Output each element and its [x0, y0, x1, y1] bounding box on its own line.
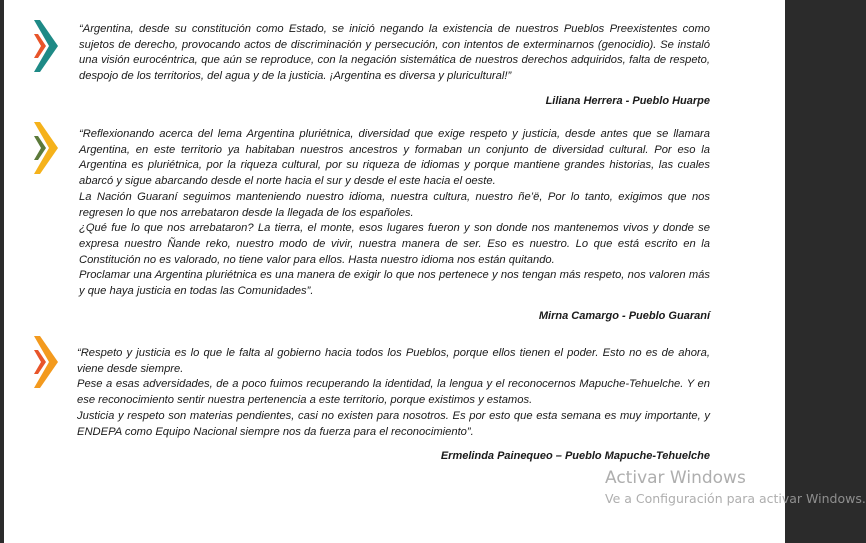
chevron-arrow-icon — [34, 122, 58, 174]
activation-watermark — [605, 468, 866, 506]
quote-author: Ermelinda Painequeo – Pueblo Mapuche-Tehuelche — [440, 450, 710, 462]
quote-paragraph: Justicia y respeto son materias pendientes, casi no existen para nosotros. Es por esto que esta semana es muy importante, y ENDEPA como Equipo Nacional siempre nos da fuerza para el reconocimiento”. — [77, 409, 710, 438]
chevron-arrow-icon — [34, 20, 58, 72]
quote-text — [79, 22, 710, 85]
watermark-title: Activar Windows — [605, 468, 746, 488]
watermark-subtitle: Ve a Configuración para activar Windows. — [605, 491, 866, 506]
quote-author: Liliana Herrera - Pueblo Huarpe — [545, 95, 710, 107]
quote-paragraph: Proclamar una Argentina pluriétnica es una manera de exigir lo que nos pertenece y nos tengan más respeto, nos valoren más y que haya justicia en todas las Comunidades”. — [79, 269, 710, 298]
quote-paragraph: “Respeto y justicia es lo que le falta al gobierno hacia todos los Pueblos, porque ellos tienen el poder. Esto no es de ahora, viene desde siempre. — [77, 347, 710, 375]
quote-paragraph: ¿Qué fue lo que nos arrebataron? La tierra, el monte, esos lugares fueron y son donde nos mantenemos vivos y donde se expresa nuestro Ñande reko, nuestro modo de vivir, nuestra manera de ser. Eso es nuestro. Lo que está escrito en la Constitución no es valorado, no tiene valor para ellos. Hasta nuestro idioma nos están quitando. — [79, 222, 710, 266]
document-page — [4, 0, 785, 543]
chevron-arrow-icon — [34, 336, 58, 388]
quote-text — [77, 346, 710, 440]
quote-paragraph: “Reflexionando acerca del lema Argentina pluriétnica, diversidad que exige respeto y justicia, desde antes que se llamara Argentina, en este territorio ya habitaban nuestros ancestros y formaban un conjunto de diversidad cultural. Por eso la Argentina es pluriétnica, por la riqueza cultural, por su riqueza de idiomas y porque mantiene grandes historias, las cuales abarcó y sigue abarcando desde el norte hacia el sur y desde el este hacia el oeste. — [79, 128, 710, 188]
quote-paragraph: “Argentina, desde su constitución como Estado, se inició negando la existencia de nuestros Pueblos Preexistentes como sujetos de derecho, provocando actos de discriminación y persecución, con intentos de exterminarnos (genocidio). Se instaló una visión eurocéntrica, que aún se reproduce, con la negación sistemática de nuestros derechos adquiridos, falta de respeto, despojo de los territorios, del agua y de la justicia. ¡Argentina es diversa y pluricultural!” — [79, 23, 710, 83]
quote-text — [79, 127, 710, 300]
quote-paragraph: La Nación Guaraní seguimos manteniendo nuestro idioma, nuestra cultura, nuestro ñe’ë, Por lo tanto, exigimos que nos regresen lo que nos arrebataron desde la llegada de los españoles. — [79, 190, 710, 219]
quote-author: Mirna Camargo - Pueblo Guaraní — [538, 310, 710, 322]
quote-paragraph: Pese a esas adversidades, de a poco fuimos recuperando la identidad, la lengua y el reconocernos Mapuche-Tehuelche. Y en ese reconocimiento sentir nuestra pertenencia a este territorio, porque existimos y estamos. — [77, 378, 710, 407]
